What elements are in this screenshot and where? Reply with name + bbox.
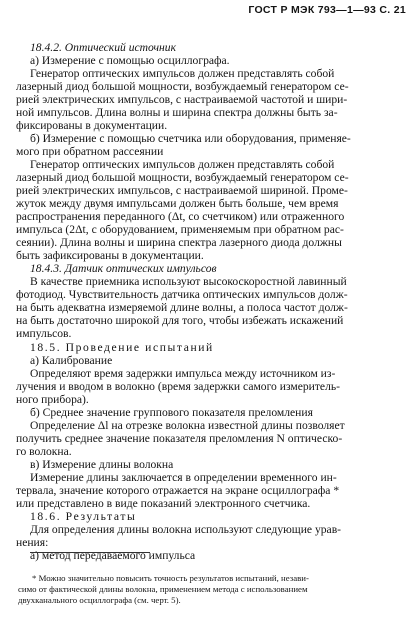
paragraph-line: на быть адекватна измеряемой длине волны, а полоса частот долж- [16, 301, 348, 314]
paragraph-line: ной импульсов. Длина волны и ширина спектра должны быть за- [16, 106, 338, 119]
paragraph-line: лазерный диод большой мощности, возбуждаемый генератором се- [16, 80, 349, 93]
paragraph-line: на быть достаточно широкой для того, чтобы избежать искажений [16, 314, 344, 327]
paragraph-line: быть зафиксированы в документации. [16, 249, 204, 262]
paragraph-line: распространения переданного (Δt, со счетчиком) или отраженного [16, 210, 345, 223]
paragraph-line: го волокна. [16, 445, 72, 458]
paragraph-line: Генератор оптических импульсов должен представлять собой [30, 67, 335, 80]
footnote-line: двухканального осциллографа (см. черт. 5). [18, 595, 181, 605]
paragraph-line: Определяют время задержки импульса между источником из- [30, 367, 336, 380]
paragraph-line: мого при обратном рассеянии [16, 145, 164, 158]
subsection-label-b: б) Среднее значение группового показателя преломления [30, 406, 313, 419]
page-header: ГОСТ Р МЭК 793—1—93 С. 21 [248, 4, 406, 16]
subsection-label-b: б) Измерение с помощью счетчика или оборудования, применяе- [30, 132, 351, 145]
paragraph-line: рией электрических импульсов, с настраиваемой частотой и шири- [16, 93, 348, 106]
paragraph-line: сеянии). Длина волны и ширина спектра лазерного диода должны [16, 236, 342, 249]
paragraph-line: фотодиод. Чувствительность датчика оптических импульсов долж- [16, 288, 348, 301]
subsection-label-v: в) Измерение длины волокна [30, 458, 174, 471]
paragraph-line: фиксированы в документации. [16, 119, 168, 132]
footnote-line: * Можно значительно повысить точность результатов испытаний, незави- [32, 573, 309, 583]
subsection-label-a: а) Калибрование [30, 354, 113, 367]
paragraph-line: импульсов. [16, 327, 72, 340]
paragraph-line: лазерный диод большой мощности, возбуждаемый генератором се- [16, 171, 349, 184]
paragraph-line: Измерение длины заключается в определении временного ин- [30, 471, 337, 484]
paragraph-line: импульса (2Δt, с оборудованием, применяемым при обратном рас- [16, 223, 344, 236]
paragraph-line: Генератор оптических импульсов должен представлять собой [30, 158, 335, 171]
paragraph-line: Для определения длины волокна используют следующие урав- [30, 523, 342, 536]
paragraph-line: жуток между двумя импульсами должен быть больше, чем время [16, 197, 339, 210]
paragraph-line: получить среднее значение показателя преломления N оптическо- [16, 432, 343, 445]
paragraph-line: нения: [16, 536, 49, 549]
paragraph-line: рией электрических импульсов, с настраиваемой шириной. Проме- [16, 184, 348, 197]
subsection-label-a: а) метод передаваемого импульса [30, 549, 196, 562]
paragraph-line: В качестве приемника используют высокоскоростной лавинный [30, 275, 347, 288]
paragraph-line: тервала, значение которого отражается на экране осциллографа * [16, 484, 340, 497]
section-heading-4-2: 18.4.2. Оптический источник [30, 41, 177, 54]
section-heading-6: 18.6. Результаты [30, 510, 137, 523]
section-heading-5: 18.5. Проведение испытаний [30, 341, 214, 354]
footnote-line: симо от фактической длины волокна, применением метода с использованием [18, 584, 308, 594]
section-heading-4-3: 18.4.3. Датчик оптических импульсов [30, 262, 217, 275]
subsection-label-a: а) Измерение с помощью осциллографа. [30, 54, 230, 67]
paragraph-line: ного прибора). [16, 393, 89, 406]
paragraph-line: Определение Δl на отрезке волокна известной длины позволяет [30, 419, 345, 432]
footnote-divider [30, 552, 150, 553]
paragraph-line: лучения и вводом в волокно (время задержки самого измеритель- [16, 380, 341, 393]
paragraph-line: или представлено в виде показаний электронного счетчика. [16, 497, 311, 510]
